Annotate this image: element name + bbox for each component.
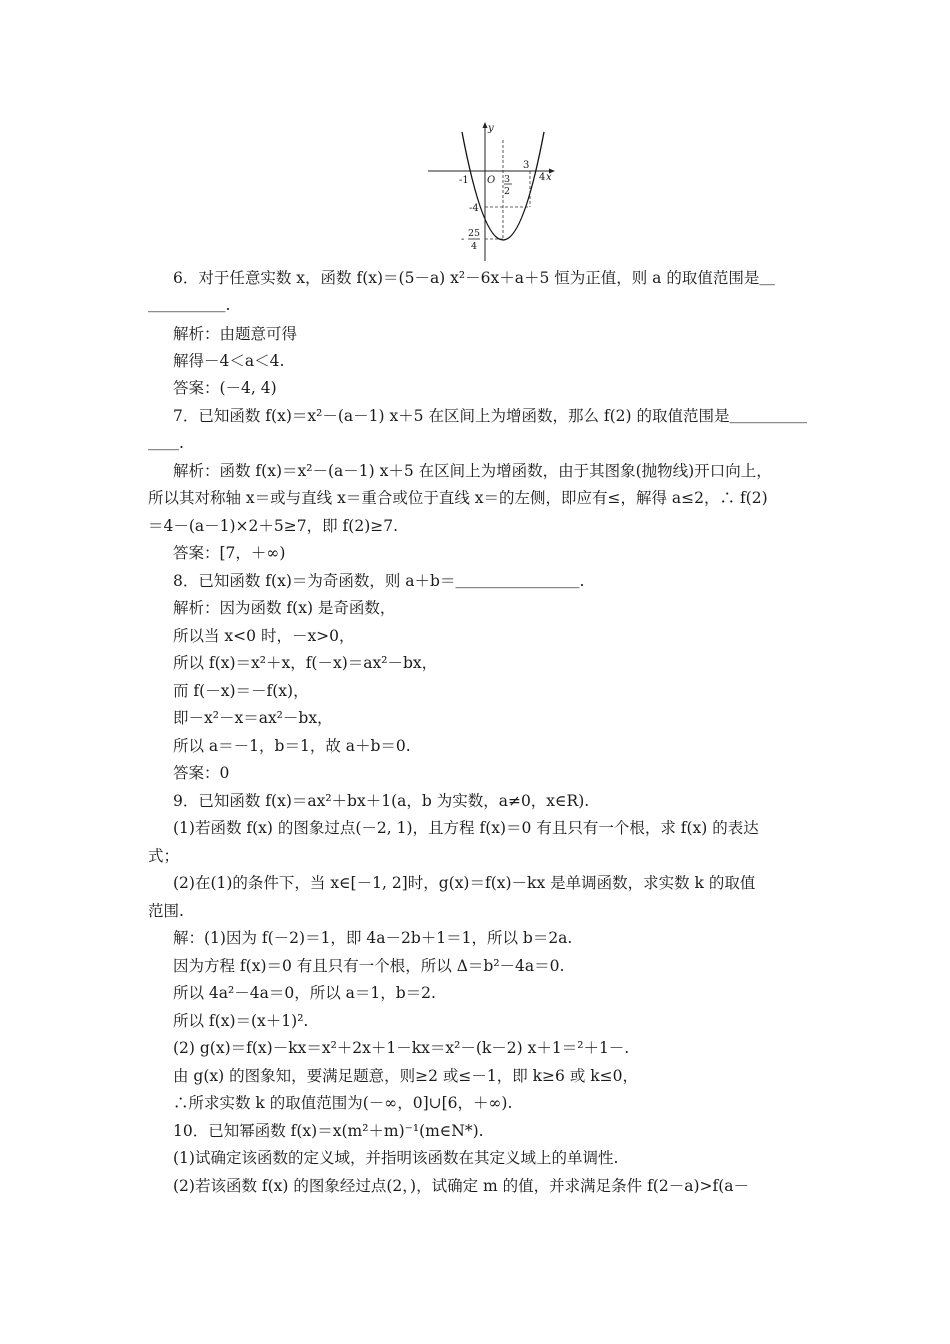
y-axis-label: y bbox=[488, 123, 494, 134]
problem-7-statement: 7．已知函数 f(x)＝x²－(a－1) x＋5 在区间上为增函数，那么 f(2) 的取值范围是＿＿＿＿＿ bbox=[173, 407, 808, 425]
problem-7-analysis-1: 解析：函数 f(x)＝x²－(a－1) x＋5 在区间上为增函数，由于其图象(抛物线)开口向上， bbox=[173, 462, 772, 480]
problem-6-statement: 6．对于任意实数 x，函数 f(x)＝(5－a) x²－6x＋a＋5 恒为正值，则 a 的取值范围是＿ bbox=[173, 269, 775, 287]
problem-9-solution-6: 由 g(x) 的图象知，要满足题意，则≥2 或≤－1，即 k≥6 或 k≤0， bbox=[173, 1067, 639, 1085]
problem-9-part1-cont: 式； bbox=[148, 847, 180, 865]
problem-10-statement: 10．已知幂函数 f(x)＝x(m²＋m)⁻¹(m∈N*). bbox=[173, 1122, 484, 1140]
ytick-neg254-sign: - bbox=[461, 234, 465, 245]
xtick-3half-num: 3 bbox=[504, 174, 511, 185]
problem-6-blank: ＿＿＿＿＿. bbox=[148, 296, 231, 314]
problem-8-analysis-6: 所以 a＝－1，b＝1，故 a＋b＝0. bbox=[173, 737, 411, 755]
xtick-4-label: 4 bbox=[539, 172, 546, 183]
problem-6-solution: 解得－4＜a＜4. bbox=[173, 352, 285, 370]
problem-9-statement: 9．已知函数 f(x)＝ax²＋bx＋1(a，b 为实数，a≠0，x∈R). bbox=[173, 792, 590, 810]
ytick-neg254-num: 25 bbox=[468, 228, 481, 239]
y-axis-arrow bbox=[483, 122, 488, 128]
problem-9-solution-2: 因为方程 f(x)＝0 有且只有一个根，所以 Δ＝b²－4a＝0. bbox=[173, 957, 565, 975]
problem-9-solution-1: 解：(1)因为 f(－2)＝1，即 4a－2b＋1＝1，所以 b＝2a. bbox=[173, 929, 573, 947]
problem-9-solution-5: (2) g(x)＝f(x)－kx＝x²＋2x＋1－kx＝x²－(k－2) x＋1＝²＋1－. bbox=[173, 1039, 630, 1057]
ytick-neg254-den: 4 bbox=[471, 241, 478, 252]
problem-8-analysis-1: 解析：因为函数 f(x) 是奇函数， bbox=[173, 599, 396, 617]
parabola-graph-figure bbox=[425, 118, 560, 263]
problem-7-analysis-2: 所以其对称轴 x＝或与直线 x＝重合或位于直线 x＝的左侧，即应有≤，解得 a≤2，∴ f(2) bbox=[148, 489, 768, 507]
problem-7-blank: ＿＿. bbox=[148, 434, 184, 452]
problem-9-part2: (2)在(1)的条件下，当 x∈[－1, 2]时，g(x)＝f(x)－kx 是单调函数，求实数 k 的取值 bbox=[173, 874, 756, 892]
ytick-neg4-label: -4 bbox=[469, 203, 479, 214]
problem-9-solution-3: 所以 4a²－4a＝0，所以 a＝1，b＝2. bbox=[173, 984, 436, 1002]
xtick-3half-den: 2 bbox=[504, 186, 511, 197]
problem-8-analysis-5: 即－x²－x＝ax²－bx， bbox=[173, 709, 333, 727]
problem-9-part2-cont: 范围. bbox=[148, 902, 184, 920]
problem-8-answer: 答案：0 bbox=[173, 764, 230, 782]
problem-8-analysis-4: 而 f(－x)＝－f(x)， bbox=[173, 682, 309, 700]
problem-7-analysis-3: ＝4－(a－1)×2＋5≥7，即 f(2)≥7. bbox=[148, 517, 399, 535]
problem-9-solution-4: 所以 f(x)＝(x＋1)². bbox=[173, 1012, 309, 1030]
problem-6-analysis: 解析：由题意可得 bbox=[173, 325, 298, 343]
problem-6-answer: 答案：(－4, 4) bbox=[173, 379, 277, 397]
problem-8-analysis-3: 所以 f(x)＝x²＋x，f(－x)＝ax²－bx， bbox=[173, 654, 438, 672]
problem-9-part1: (1)若函数 f(x) 的图象过点(－2, 1)，且方程 f(x)＝0 有且只有一个根，求 f(x) 的表达 bbox=[173, 819, 759, 837]
xtick-3-label: 3 bbox=[523, 160, 530, 171]
problem-8-statement: 8．已知函数 f(x)＝为奇函数，则 a＋b＝＿＿＿＿＿＿＿＿. bbox=[173, 572, 585, 590]
origin-label: O bbox=[487, 175, 496, 186]
problem-10-part1: (1)试确定该函数的定义域，并指明该函数在其定义域上的单调性. bbox=[173, 1149, 619, 1167]
xtick-neg1-label: -1 bbox=[459, 175, 469, 186]
problem-9-solution-7: ∴所求实数 k 的取值范围为(－∞，0]∪[6，＋∞). bbox=[173, 1094, 513, 1112]
problem-7-answer: 答案：[7，＋∞) bbox=[173, 544, 286, 562]
x-axis-label: x bbox=[546, 172, 552, 183]
problem-10-part2: (2)若该函数 f(x) 的图象经过点(2，)，试确定 m 的值，并求满足条件 f(2－a)>f(a－ bbox=[173, 1177, 750, 1195]
problem-8-analysis-2: 所以当 x<0 时，－x>0， bbox=[173, 627, 355, 645]
